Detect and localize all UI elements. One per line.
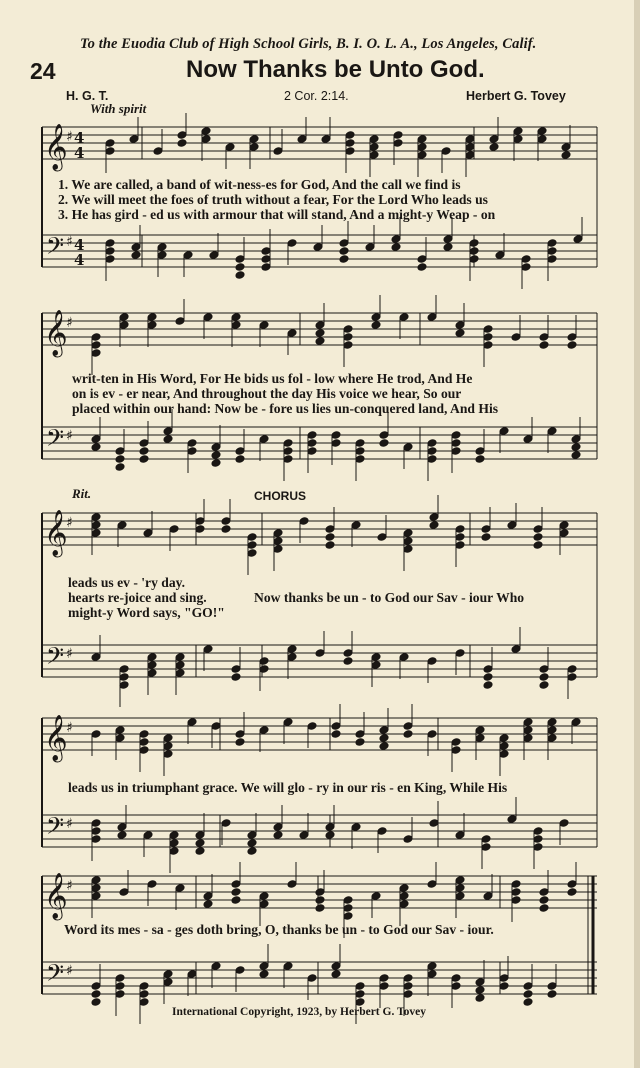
note-head (331, 970, 341, 979)
note-head (483, 681, 493, 690)
note-head (483, 673, 493, 682)
copyright-notice: International Copyright, 1923, by Herbert G. Tovey (172, 1006, 426, 1018)
svg-text:𝄞: 𝄞 (44, 715, 68, 761)
note-head (115, 455, 125, 464)
chorus-line-2: leads us in triumphant grace. We will glo - ry in our ris - en King, While His (68, 780, 508, 795)
note-head (567, 341, 577, 350)
svg-text:𝄢: 𝄢 (46, 959, 65, 992)
tempo-marking: With spirit (90, 101, 147, 116)
note-head (195, 839, 205, 848)
note-head (231, 673, 241, 682)
time-signature-top: 4 (74, 129, 85, 147)
note-head (355, 738, 365, 747)
verse-2-line-3: hearts re-joice and sing. (68, 590, 207, 605)
note-head (163, 435, 173, 444)
note-head (259, 970, 269, 979)
note-head (391, 243, 401, 252)
verse-1-line-2: writ-ten in His Word, For He bids us fol - low where He trod, And He (72, 371, 473, 386)
note-head (331, 730, 341, 739)
note-head (139, 447, 149, 456)
svg-text:♯: ♯ (66, 515, 73, 531)
note-head (315, 337, 325, 346)
key-signature-sharp-icon: ♯ (66, 129, 73, 145)
verse-1-line-1: We are called, a band of wit-ness-es for God, And the call we find is (71, 177, 461, 192)
note-head (429, 521, 439, 530)
scripture-reference: 2 Cor. 2:14. (284, 89, 349, 103)
note-head (91, 998, 101, 1007)
note-head (567, 888, 577, 897)
note-head (131, 251, 141, 260)
svg-text:♯: ♯ (66, 428, 73, 444)
note-head (539, 341, 549, 350)
svg-text:♯: ♯ (66, 646, 73, 662)
note-head (195, 847, 205, 856)
dedication: To the Euodia Club of High School Girls, B. I. O. L. A., Los Angeles, Calif. (80, 36, 537, 52)
note-head (235, 271, 245, 280)
note-head (315, 896, 325, 905)
chorus-heading: CHORUS (254, 489, 307, 503)
tune-initials: H. G. T. (66, 89, 109, 103)
note-head (343, 657, 353, 666)
time-signature-bottom: 4 (74, 144, 85, 162)
treble-clef-icon: 𝄞 (44, 124, 68, 170)
svg-text:♯: ♯ (66, 315, 73, 331)
note-head (481, 533, 491, 542)
note-head (247, 847, 257, 856)
svg-text:♯: ♯ (66, 720, 73, 736)
note-head (235, 455, 245, 464)
note-head (231, 896, 241, 905)
hymn-number: 24 (30, 58, 56, 84)
verse-2-line-1: We will meet the foes of truth without a fear, For the Lord Who leads us (71, 192, 488, 207)
note-head (455, 329, 465, 338)
note-head (475, 986, 485, 995)
note-head (139, 455, 149, 464)
note-head (117, 831, 127, 840)
svg-text:4: 4 (74, 251, 85, 269)
note-head (315, 904, 325, 913)
note-head (325, 831, 335, 840)
verse-2-line-2: on is ev - er near, And throughout the day His voice we hear, So our (72, 386, 462, 401)
note-head (539, 673, 549, 682)
note-head (221, 525, 231, 534)
note-head (523, 998, 533, 1007)
note-head (203, 900, 213, 909)
note-head (475, 455, 485, 464)
note-head (115, 463, 125, 472)
note-head (261, 263, 271, 272)
staff-system-4-treble (42, 718, 597, 750)
note-head (231, 888, 241, 897)
note-head (211, 459, 221, 468)
ritardando-marking: Rit. (72, 486, 92, 501)
svg-text:𝄢: 𝄢 (46, 642, 65, 675)
note-head (489, 143, 499, 152)
page-edge (634, 0, 640, 1068)
svg-text:♯: ♯ (66, 234, 73, 250)
verse-3-number: 3. (58, 207, 69, 222)
hymn-title: Now Thanks be Unto God. (186, 56, 485, 83)
note-head (475, 994, 485, 1003)
note-head (235, 263, 245, 272)
note-head (211, 451, 221, 460)
note-head (539, 896, 549, 905)
verse-3-line-2: placed within our hand: Now be - fore us lies un-conquered land, And His (72, 401, 499, 416)
note-head (325, 541, 335, 550)
note-head (247, 839, 257, 848)
note-head (371, 321, 381, 330)
note-head (561, 151, 571, 160)
composer: Herbert G. Tovey (466, 89, 566, 103)
note-head (379, 439, 389, 448)
note-head (339, 247, 349, 256)
svg-text:𝄞: 𝄞 (44, 873, 68, 919)
note-head (523, 990, 533, 999)
note-head (325, 533, 335, 542)
staff-system-1-bass (42, 235, 597, 267)
note-head (339, 255, 349, 264)
svg-text:𝄢: 𝄢 (46, 812, 65, 845)
chorus-line-1: Now thanks be un - to God our Sav - iour Who (254, 590, 525, 605)
note-head (91, 443, 101, 452)
staff-system-5-bass (42, 962, 597, 994)
svg-text:𝄞: 𝄞 (44, 510, 68, 556)
svg-text:♯: ♯ (66, 878, 73, 894)
note-head (539, 681, 549, 690)
note-head (177, 139, 187, 148)
note-head (571, 451, 581, 460)
note-head (235, 738, 245, 747)
verse-3-line-3: might-y Word says, "GO!" (68, 605, 225, 620)
note-head (379, 734, 389, 743)
verse-1-line-3: leads us ev - 'ry day. (68, 575, 186, 590)
note-head (539, 904, 549, 913)
bass-clef-icon: 𝄢 (46, 232, 65, 265)
note-head (533, 533, 543, 542)
verse-3-line-1: He has gird - ed us with armour that will stand, And a might-y Weap - on (71, 207, 496, 222)
verse-2-number: 2. (58, 192, 69, 207)
note-head (403, 730, 413, 739)
svg-text:4: 4 (74, 236, 85, 254)
note-head (315, 329, 325, 338)
note-head (547, 990, 557, 999)
staff-system-3-treble (42, 513, 597, 545)
note-head (533, 541, 543, 550)
staff-system-2-bass (42, 427, 597, 459)
verse-1-number: 1. (58, 177, 69, 192)
note-head (417, 263, 427, 272)
note-head (91, 990, 101, 999)
note-head (443, 243, 453, 252)
svg-text:𝄢: 𝄢 (46, 424, 65, 457)
svg-text:♯: ♯ (66, 816, 73, 832)
note-head (571, 443, 581, 452)
chorus-line-3: Word its mes - sa - ges doth bring, O, thanks be un - to God our Sav - iour. (64, 922, 494, 937)
note-head (379, 742, 389, 751)
note-head (273, 831, 283, 840)
svg-text:♯: ♯ (66, 963, 73, 979)
svg-text:𝄞: 𝄞 (44, 310, 68, 356)
